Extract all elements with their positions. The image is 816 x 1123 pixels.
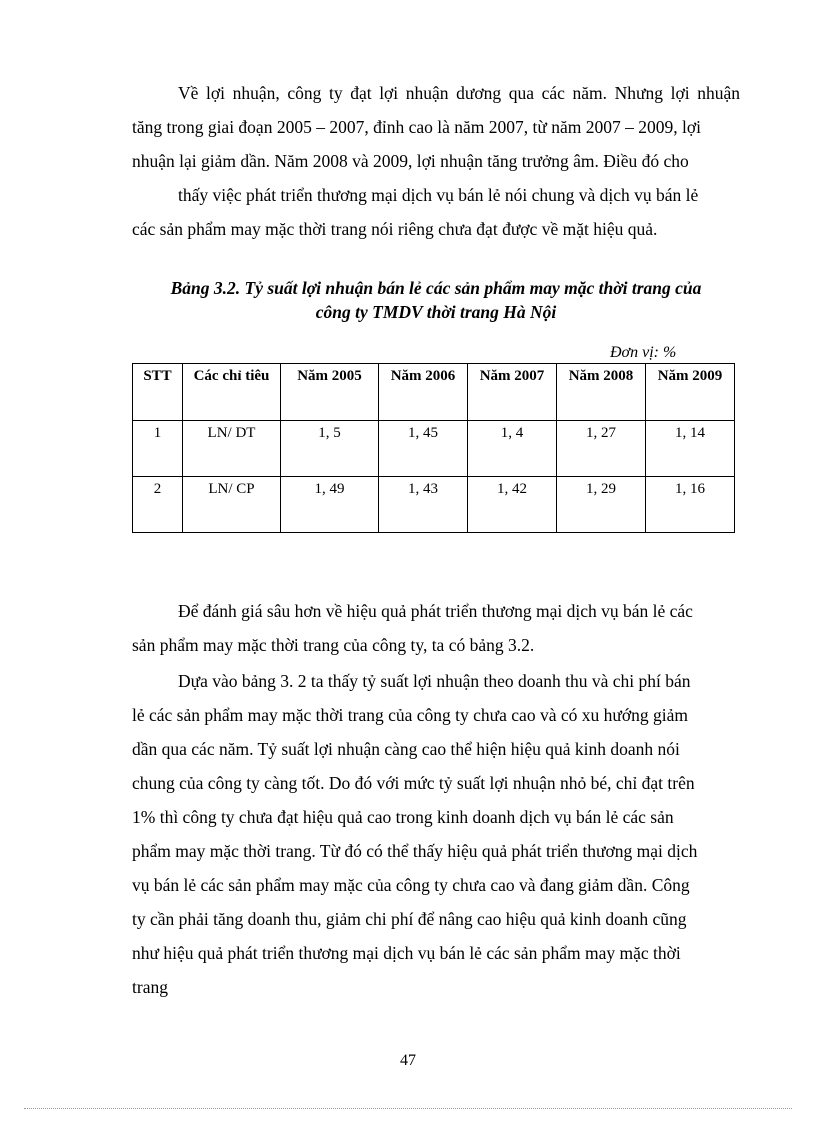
- table-cell: 1, 5: [281, 421, 379, 477]
- table-cell: 1, 45: [379, 421, 468, 477]
- table-cell: 2: [133, 477, 183, 533]
- table-caption-line: công ty TMDV thời trang Hà Nội: [315, 302, 557, 322]
- paragraph-line: tăng trong giai đoạn 2005 – 2007, đỉnh cao là năm 2007, từ năm 2007 – 2009, lợi: [132, 117, 701, 137]
- profit-rate-table: [132, 363, 735, 533]
- table-row: [133, 421, 735, 477]
- table-header-row: [133, 364, 735, 421]
- table-cell: LN/ CP: [183, 477, 281, 533]
- page-number: 47: [400, 1052, 416, 1069]
- table-row: [133, 477, 735, 533]
- unit-label: Đơn vị: %: [610, 344, 677, 361]
- paragraph-line: phẩm may mặc thời trang. Từ đó có thể thấy hiệu quả phát triển thương mại dịch: [132, 841, 698, 861]
- paragraph-line: chung của công ty càng tốt. Do đó với mức tỷ suất lợi nhuận nhỏ bé, chỉ đạt trên: [132, 773, 695, 793]
- paragraph-line: Để đánh giá sâu hơn về hiệu quả phát triển thương mại dịch vụ bán lẻ các: [178, 601, 693, 621]
- paragraph-analysis: [132, 664, 740, 1004]
- table-caption-line: Bảng 3.2. Tỷ suất lợi nhuận bán lẻ các sản phẩm may mặc thời trang của: [170, 278, 702, 298]
- paragraph-line: 1% thì công ty chưa đạt hiệu quả cao trong kinh doanh dịch vụ bán lẻ các sản: [132, 807, 674, 827]
- table-cell: 1, 14: [646, 421, 735, 477]
- paragraph-profit: [132, 76, 740, 246]
- paragraph-evaluation: [132, 594, 740, 662]
- paragraph-line: các sản phẩm may mặc thời trang nói riêng chưa đạt được về mặt hiệu quả.: [132, 219, 658, 239]
- header-indicator: Các chỉ tiêu: [183, 364, 281, 421]
- header-year-2008: Năm 2008: [557, 364, 646, 421]
- header-year-2009: Năm 2009: [646, 364, 735, 421]
- table-cell: 1, 29: [557, 477, 646, 533]
- table-cell: 1, 27: [557, 421, 646, 477]
- paragraph-line: trang: [132, 977, 168, 997]
- table-cell: 1, 49: [281, 477, 379, 533]
- paragraph-line: Dựa vào bảng 3. 2 ta thấy tỷ suất lợi nhuận theo doanh thu và chi phí bán: [178, 671, 691, 691]
- paragraph-line: lẻ các sản phẩm may mặc thời trang của công ty chưa cao và có xu hướng giảm: [132, 705, 688, 725]
- paragraph-line: thấy việc phát triển thương mại dịch vụ bán lẻ nói chung và dịch vụ bán lẻ: [178, 185, 699, 205]
- table-cell: 1: [133, 421, 183, 477]
- table-cell: 1, 42: [468, 477, 557, 533]
- header-stt: STT: [133, 364, 183, 421]
- page-bottom-divider: [24, 1108, 792, 1109]
- table-cell: 1, 16: [646, 477, 735, 533]
- table-cell: 1, 4: [468, 421, 557, 477]
- header-year-2005: Năm 2005: [281, 364, 379, 421]
- table-cell: 1, 43: [379, 477, 468, 533]
- paragraph-line: ty cần phải tăng doanh thu, giảm chi phí để nâng cao hiệu quả kinh doanh cũng: [132, 909, 687, 929]
- paragraph-line: như hiệu quả phát triển thương mại dịch vụ bán lẻ các sản phẩm may mặc thời: [132, 943, 681, 963]
- paragraph-line: dần qua các năm. Tỷ suất lợi nhuận càng cao thể hiện hiệu quả kinh doanh nói: [132, 739, 680, 759]
- paragraph-line: nhuận lại giảm dần. Năm 2008 và 2009, lợi nhuận tăng trưởng âm. Điều đó cho: [132, 151, 689, 171]
- paragraph-line: sản phẩm may mặc thời trang của công ty, ta có bảng 3.2.: [132, 635, 535, 655]
- paragraph-line: vụ bán lẻ các sản phẩm may mặc của công ty chưa cao và đang giảm dần. Công: [132, 875, 690, 895]
- header-year-2006: Năm 2006: [379, 364, 468, 421]
- paragraph-line: Về lợi nhuận, công ty đạt lợi nhuận dương qua các năm. Nhưng lợi nhuận: [178, 83, 740, 103]
- table-caption: [132, 276, 740, 324]
- header-year-2007: Năm 2007: [468, 364, 557, 421]
- table-cell: LN/ DT: [183, 421, 281, 477]
